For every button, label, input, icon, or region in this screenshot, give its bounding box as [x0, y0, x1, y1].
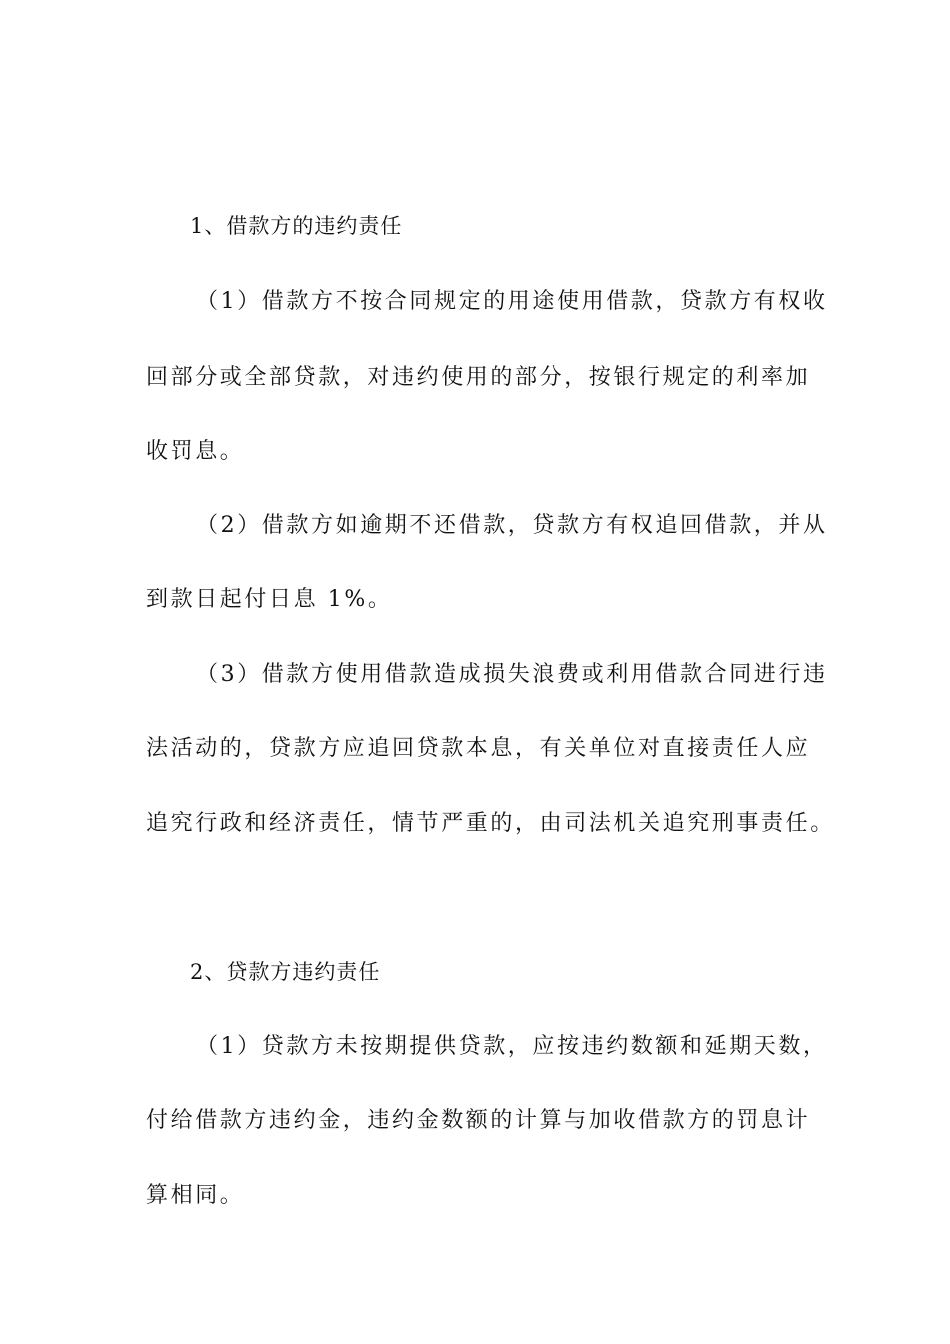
paragraph-line: 付给借款方违约金，违约金数额的计算与加收借款方的罚息计	[146, 1108, 811, 1133]
paragraph-line: 算相同。	[146, 1183, 245, 1208]
paragraph-line: （2）借款方如逾期不还借款，贷款方有权追回借款，并从	[196, 513, 828, 538]
paragraph-line: （3）借款方使用借款造成损失浪费或利用借款合同进行违	[196, 662, 828, 687]
paragraph-line: 回部分或全部贷款，对违约使用的部分，按银行规定的利率加	[146, 365, 811, 390]
paragraph-line: 收罚息。	[146, 439, 245, 464]
paragraph-line: 到款日起付日息 1%。	[146, 587, 393, 612]
paragraph-line: 追究行政和经济责任，情节严重的，由司法机关追究刑事责任。	[146, 811, 835, 836]
paragraph-line: （1）借款方不按合同规定的用途使用借款，贷款方有权收	[196, 289, 828, 314]
section-heading-2: 2、贷款方违约责任	[190, 960, 381, 984]
paragraph-line: 法活动的，贷款方应追回贷款本息，有关单位对直接责任人应	[146, 736, 811, 761]
section-heading-1: 1、借款方的违约责任	[190, 214, 403, 238]
paragraph-line: （1）贷款方未按期提供贷款，应按违约数额和延期天数，	[196, 1034, 828, 1059]
